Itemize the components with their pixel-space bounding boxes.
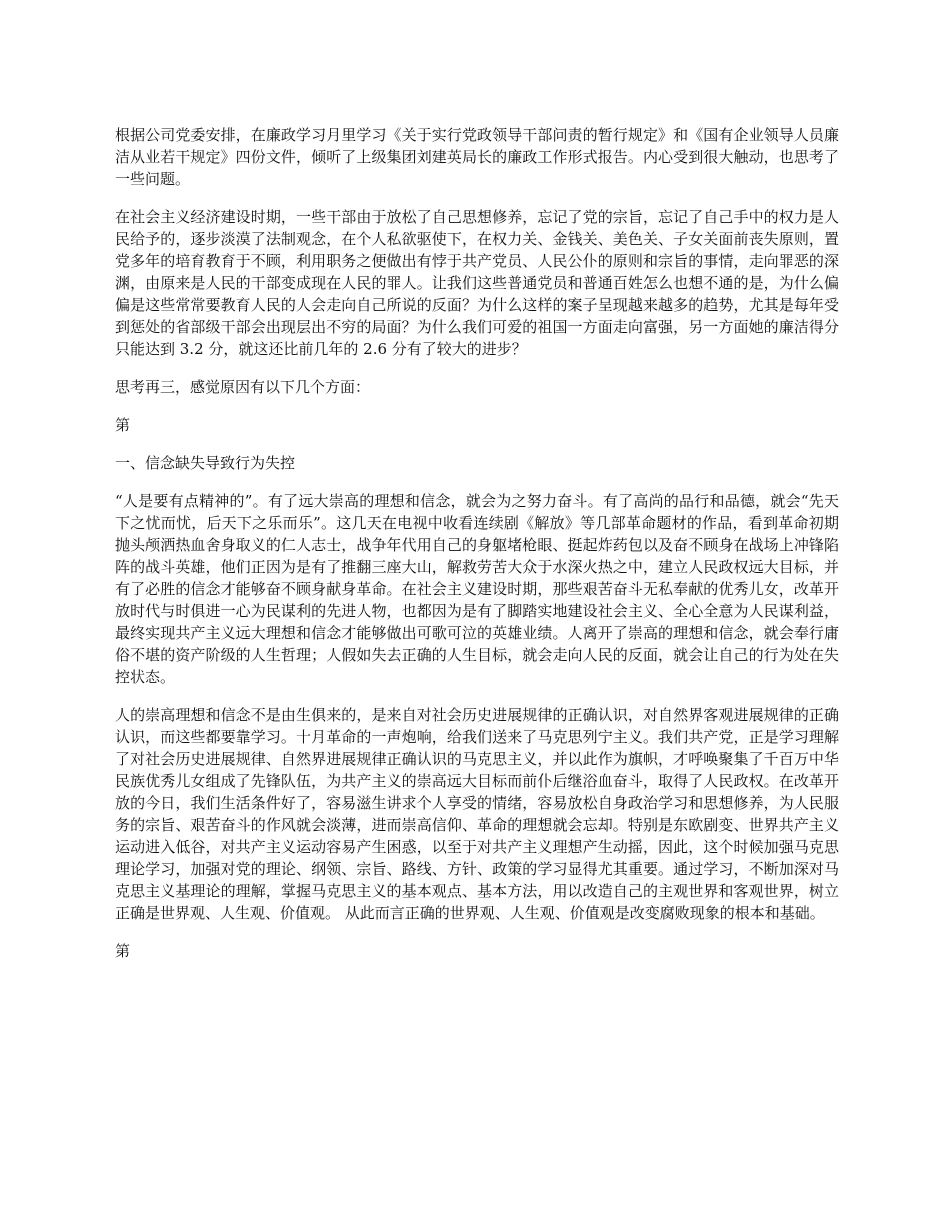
paragraph-ordinal-2: 第: [115, 942, 131, 960]
paragraph-ideals: 人的崇高理想和信念不是由生俱来的，是来自对社会历史进展规律的正确认识，对自然界客观进展规律的正确认识，而这些都要靠学习。十月革命的一声炮响，给我们送来了马克思列宁主义。我们共产党，正是学习理解了对社会历史进展规律、自然界进展规律正确认识的马克思主义，并以此作为旗帜，才呼唤聚集了千百万中华民族优秀儿女组成了先锋队伍，为共产主义的崇高远大目标而前仆后继浴血奋斗，取得了人民政权。在改革开放的今日，我们生活条件好了，容易滋生讲求个人享受的情绪，容易放松自身政治学习和思想修养，为人民服务的宗旨、艰苦奋斗的作风就会淡薄，进而崇高信仰、革命的理想就会忘却。特别是东欧剧变、世界共产主义运动进入低谷，对共产主义运动容易产生困惑，以至于对共产主义理想产生动摇，因此，这个时候加强马克思理论学习，加强对党的理论、纲领、宗旨、路线、方针、政策的学习显得尤其重要。通过学习，不断加深对马克思主义基理论的理解，掌握马克思主义的基本观点、基本方法，用以改造自己的主观世界和客观世界，树立正确是世界观、人生观、价值观。 从此而言正确的世界观、人生观、价值观是改变腐败现象的根本和基础。: [115, 706, 839, 922]
paragraph-spirit: “人是要有点精神的”。有了远大崇高的理想和信念，就会为之努力奋斗。有了高尚的品行和品德，就会“先天下之忧而忧，后天下之乐而乐”。这几天在电视中收看连续剧《解放》等几部革命题材的作品，看到革命初期抛头颅洒热血舍身取义的仁人志士，战争年代用自己的身躯堵枪眼、挺起炸药包以及奋不顾身在战场上冲锋陷阵的战斗英雄，他们正因为是有了推翻三座大山，解救劳苦大众于水深火热之中，建立人民政权远大目标，并有了必胜的信念才能够奋不顾身献身革命。在社会主义建设时期，那些艰苦奋斗无私奉献的优秀儿女，改革开放时代与时俱进一心为民谋利的先进人物，也都因为是有了脚踏实地建设社会主义、全心全意为人民谋利益，最终实现共产主义远大理想和信念才能够做出可歌可泣的英雄业绩。人离开了崇高的理想和信念，就会奉行庸俗不堪的资产阶级的人生哲理；人假如失去正确的人生目标，就会走向人民的反面，就会让自己的行为处在失控状态。: [115, 492, 839, 686]
paragraph-reasons-lead: 思考再三，感觉原因有以下几个方面：: [115, 378, 371, 396]
document-page: [115, 124, 839, 978]
paragraph-background: 在社会主义经济建设时期，一些干部由于放松了自己思想修养，忘记了党的宗旨，忘记了自己手中的权力是人民给予的，逐步淡漠了法制观念，在个人私欲驱使下，在权力关、金钱关、美色关、子女关面前丧失原则，置党多年的培育教育于不顾，利用职务之便做出有悖于共产党员、人民公仆的原则和宗旨的事情，走向罪恶的深渊，由原来是人民的干部变成现在人民的罪人。让我们这些普通党员和普通百姓怎么也想不通的是，为什么偏偏是这些常常要教育人民的人会走向自己所说的反面？为什么这样的案子呈现越来越多的趋势，尤其是每年受到惩处的省部级干部会出现层出不穷的局面？为什么我们可爱的祖国一方面走向富强，另一方面她的廉洁得分只能达到 3.2 分，就这还比前几年的 2.6 分有了较大的进步？: [115, 208, 839, 358]
section-heading-1: 一、信念缺失导致行为失控: [115, 454, 296, 472]
paragraph-ordinal-1: 第: [115, 416, 131, 434]
paragraph-intro: 根据公司党委安排，在廉政学习月里学习《关于实行党政领导干部问责的暂行规定》和《国有企业领导人员廉洁从业若干规定》四份文件，倾听了上级集团刘建英局长的廉政工作形式报告。内心受到很大触动，也思考了一些问题。: [115, 126, 839, 188]
